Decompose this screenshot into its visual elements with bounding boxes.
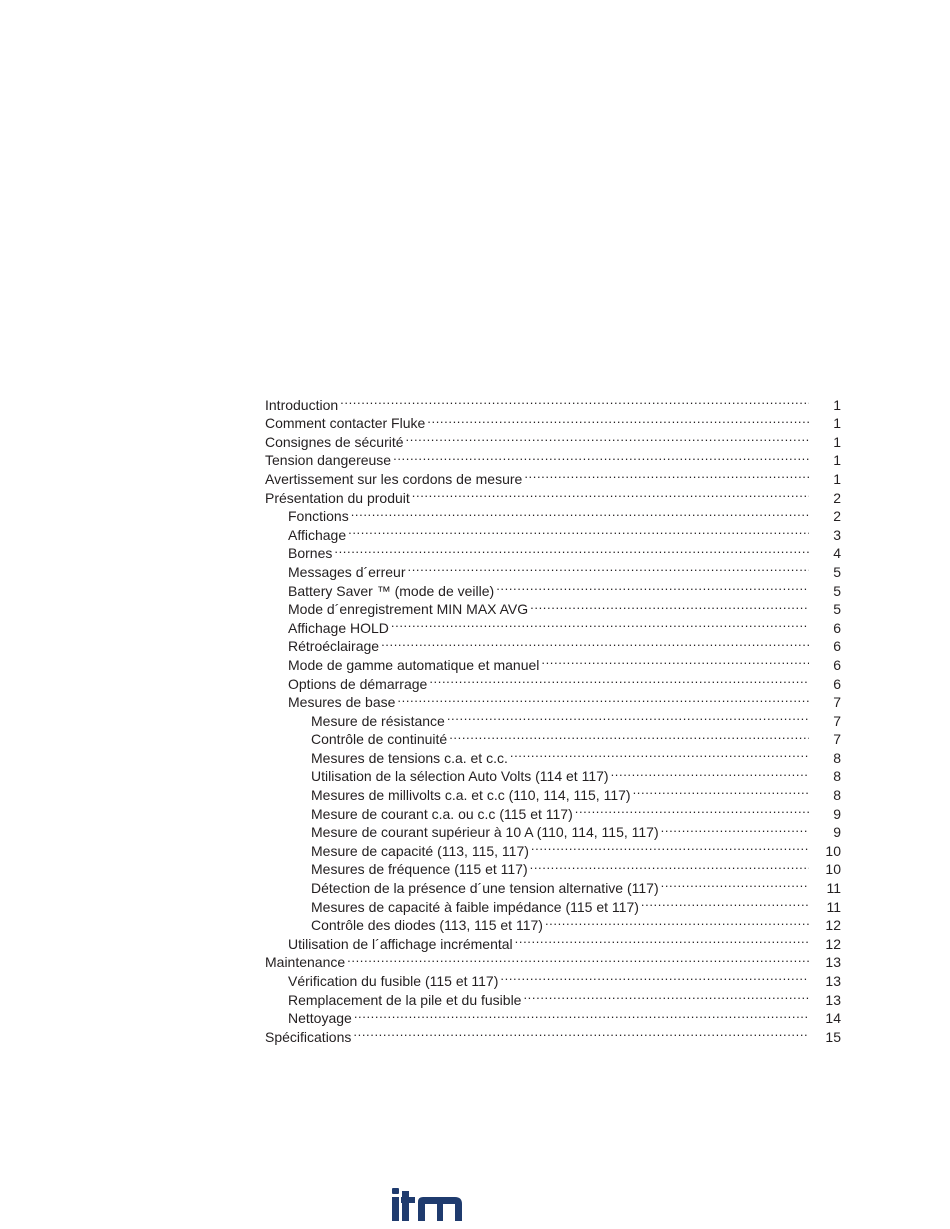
toc-entry-title: Utilisation de l´affichage incrémental (288, 935, 513, 952)
toc-entry-title: Affichage HOLD (288, 619, 389, 636)
toc-entry-title: Battery Saver ™ (mode de veille) (288, 582, 495, 599)
toc-dot-leader (354, 1005, 809, 1024)
toc-entry-title: Fonctions (288, 508, 349, 525)
toc-entry-title: Rétroéclairage (288, 638, 380, 655)
toc-entry[interactable] (265, 949, 841, 971)
toc-dot-leader (340, 391, 809, 410)
toc-entry-page-number: 11 (826, 898, 841, 915)
toc-dot-leader (523, 986, 809, 1005)
toc-dot-leader (530, 856, 809, 875)
toc-entry-page-number: 5 (833, 563, 841, 580)
toc-dot-leader (515, 930, 809, 949)
toc-dot-leader (334, 540, 809, 559)
toc-dot-leader (353, 1023, 809, 1042)
toc-entry-page-number: 6 (833, 675, 841, 692)
toc-entry-page-number: 7 (833, 712, 841, 729)
toc-entry-page-number: 1 (833, 415, 841, 432)
toc-entry-page-number: 10 (825, 842, 841, 859)
toc-entry[interactable] (265, 540, 841, 562)
toc-entry-page-number: 1 (833, 452, 841, 469)
toc-entry-page-number: 6 (833, 638, 841, 655)
toc-entry-page-number: 1 (833, 433, 841, 450)
toc-dot-leader (530, 596, 809, 615)
toc-entry-title: Avertissement sur les cordons de mesure (265, 470, 523, 487)
toc-entry-title: Affichage (288, 526, 347, 543)
toc-entry-title: Nettoyage (288, 1010, 352, 1027)
toc-dot-leader (447, 707, 809, 726)
toc-entry[interactable] (265, 503, 841, 525)
toc-dot-leader (412, 484, 809, 503)
toc-entry-page-number: 8 (833, 787, 841, 804)
toc-dot-leader (397, 689, 809, 708)
toc-entry-title: Mesures de capacité à faible impédance (115 et 117) (311, 898, 639, 915)
toc-entry-page-number: 6 (833, 656, 841, 673)
toc-entry-title: Mesure de capacité (113, 115, 117) (311, 842, 529, 859)
toc-entry-title: Mesure de résistance (311, 712, 445, 729)
table-of-contents (265, 391, 841, 1045)
toc-entry-page-number: 1 (833, 396, 841, 413)
toc-dot-leader (633, 781, 809, 800)
toc-entry-title: Vérification du fusible (115 et 117) (288, 973, 499, 989)
toc-entry-page-number: 7 (833, 694, 841, 711)
toc-entry-title: Utilisation de la sélection Auto Volts (114 et 117) (311, 768, 609, 785)
toc-dot-leader (347, 949, 809, 968)
toc-entry-title: Spécifications (265, 1028, 352, 1045)
toc-entry-page-number: 13 (825, 991, 841, 1008)
toc-entry-page-number: 12 (825, 917, 841, 934)
toc-dot-leader (545, 912, 809, 931)
toc-entry-page-number: 9 (833, 805, 841, 822)
itm-logo-mark (391, 1188, 463, 1221)
toc-entry-page-number: 13 (825, 973, 841, 989)
toc-dot-leader (429, 670, 809, 689)
toc-entry[interactable] (265, 391, 841, 413)
toc-entry-title: Maintenance (265, 954, 346, 971)
toc-entry[interactable] (265, 521, 841, 543)
toc-dot-leader (391, 614, 809, 633)
toc-dot-leader (408, 558, 810, 577)
toc-entry-page-number: 8 (833, 749, 841, 766)
toc-entry-title: Messages d´erreur (288, 563, 406, 580)
toc-entry-page-number: 7 (833, 731, 841, 748)
toc-entry-page-number: 9 (833, 824, 841, 841)
toc-entry-title: Mesures de millivolts c.a. et c.c (110, 114, 115, 117) (311, 787, 631, 804)
toc-entry-title: Comment contacter Fluke (265, 415, 426, 432)
toc-dot-leader (449, 726, 809, 745)
toc-entry-title: Remplacement de la pile et du fusible (288, 991, 522, 1008)
toc-entry-title: Tension dangereuse (265, 452, 392, 469)
toc-entry[interactable] (265, 558, 841, 580)
toc-entry-title: Mesure de courant supérieur à 10 A (110, 114, 115, 117) (311, 824, 659, 841)
toc-entry-page-number: 10 (825, 861, 841, 878)
toc-entry-title: Mode de gamme automatique et manuel (288, 656, 540, 673)
toc-entry-page-number: 15 (825, 1028, 841, 1045)
toc-dot-leader (406, 428, 809, 447)
toc-dot-leader (381, 633, 809, 652)
toc-entry-title: Consignes de sécurité (265, 433, 404, 450)
toc-entry-title: Bornes (288, 545, 333, 562)
toc-dot-leader (661, 819, 809, 838)
toc-entry-title: Mesures de base (288, 694, 396, 711)
toc-entry-title: Options de démarrage (288, 675, 428, 692)
toc-entry-page-number: 13 (825, 954, 841, 971)
toc-entry-page-number: 8 (833, 768, 841, 785)
toc-entry-page-number: 11 (826, 880, 841, 897)
toc-entry-page-number: 5 (833, 601, 841, 618)
toc-entry-page-number: 4 (833, 545, 841, 562)
toc-entry-title: Introduction (265, 396, 339, 413)
toc-dot-leader (393, 447, 809, 466)
itm-logo (391, 1188, 463, 1221)
toc-entry-title: Contrôle de continuité (311, 731, 448, 748)
toc-dot-leader (500, 967, 809, 986)
toc-entry-page-number: 5 (833, 582, 841, 599)
toc-entry-title: Contrôle des diodes (113, 115 et 117) (311, 917, 543, 934)
toc-entry[interactable] (265, 967, 841, 989)
toc-dot-leader (524, 465, 809, 484)
toc-entry-title: Détection de la présence d´une tension alternative (117) (311, 880, 659, 897)
toc-dot-leader (661, 874, 809, 893)
toc-entry[interactable] (265, 410, 841, 432)
toc-entry-title: Mesures de fréquence (115 et 117) (311, 861, 528, 878)
toc-entry-page-number: 14 (825, 1010, 841, 1027)
toc-dot-leader (611, 763, 809, 782)
toc-entry-page-number: 1 (833, 470, 841, 487)
toc-entry-page-number: 2 (833, 508, 841, 525)
toc-entry-title: Présentation du produit (265, 489, 410, 506)
toc-dot-leader (427, 410, 809, 429)
toc-entry-page-number: 3 (833, 526, 841, 543)
toc-entry-page-number: 2 (833, 489, 841, 506)
toc-dot-leader (531, 837, 809, 856)
toc-entry-page-number: 6 (833, 619, 841, 636)
toc-dot-leader (641, 893, 809, 912)
toc-dot-leader (541, 651, 809, 670)
toc-entry-page-number: 12 (825, 935, 841, 952)
toc-entry-title: Mesures de tensions c.a. et c.c. (311, 749, 508, 766)
toc-dot-leader (575, 800, 809, 819)
toc-entry-title: Mode d´enregistrement MIN MAX AVG (288, 601, 529, 618)
toc-dot-leader (351, 503, 809, 522)
toc-dot-leader (496, 577, 809, 596)
toc-dot-leader (348, 521, 809, 540)
toc-entry-title: Mesure de courant c.a. ou c.c (115 et 117) (311, 805, 573, 822)
toc-dot-leader (510, 744, 809, 763)
